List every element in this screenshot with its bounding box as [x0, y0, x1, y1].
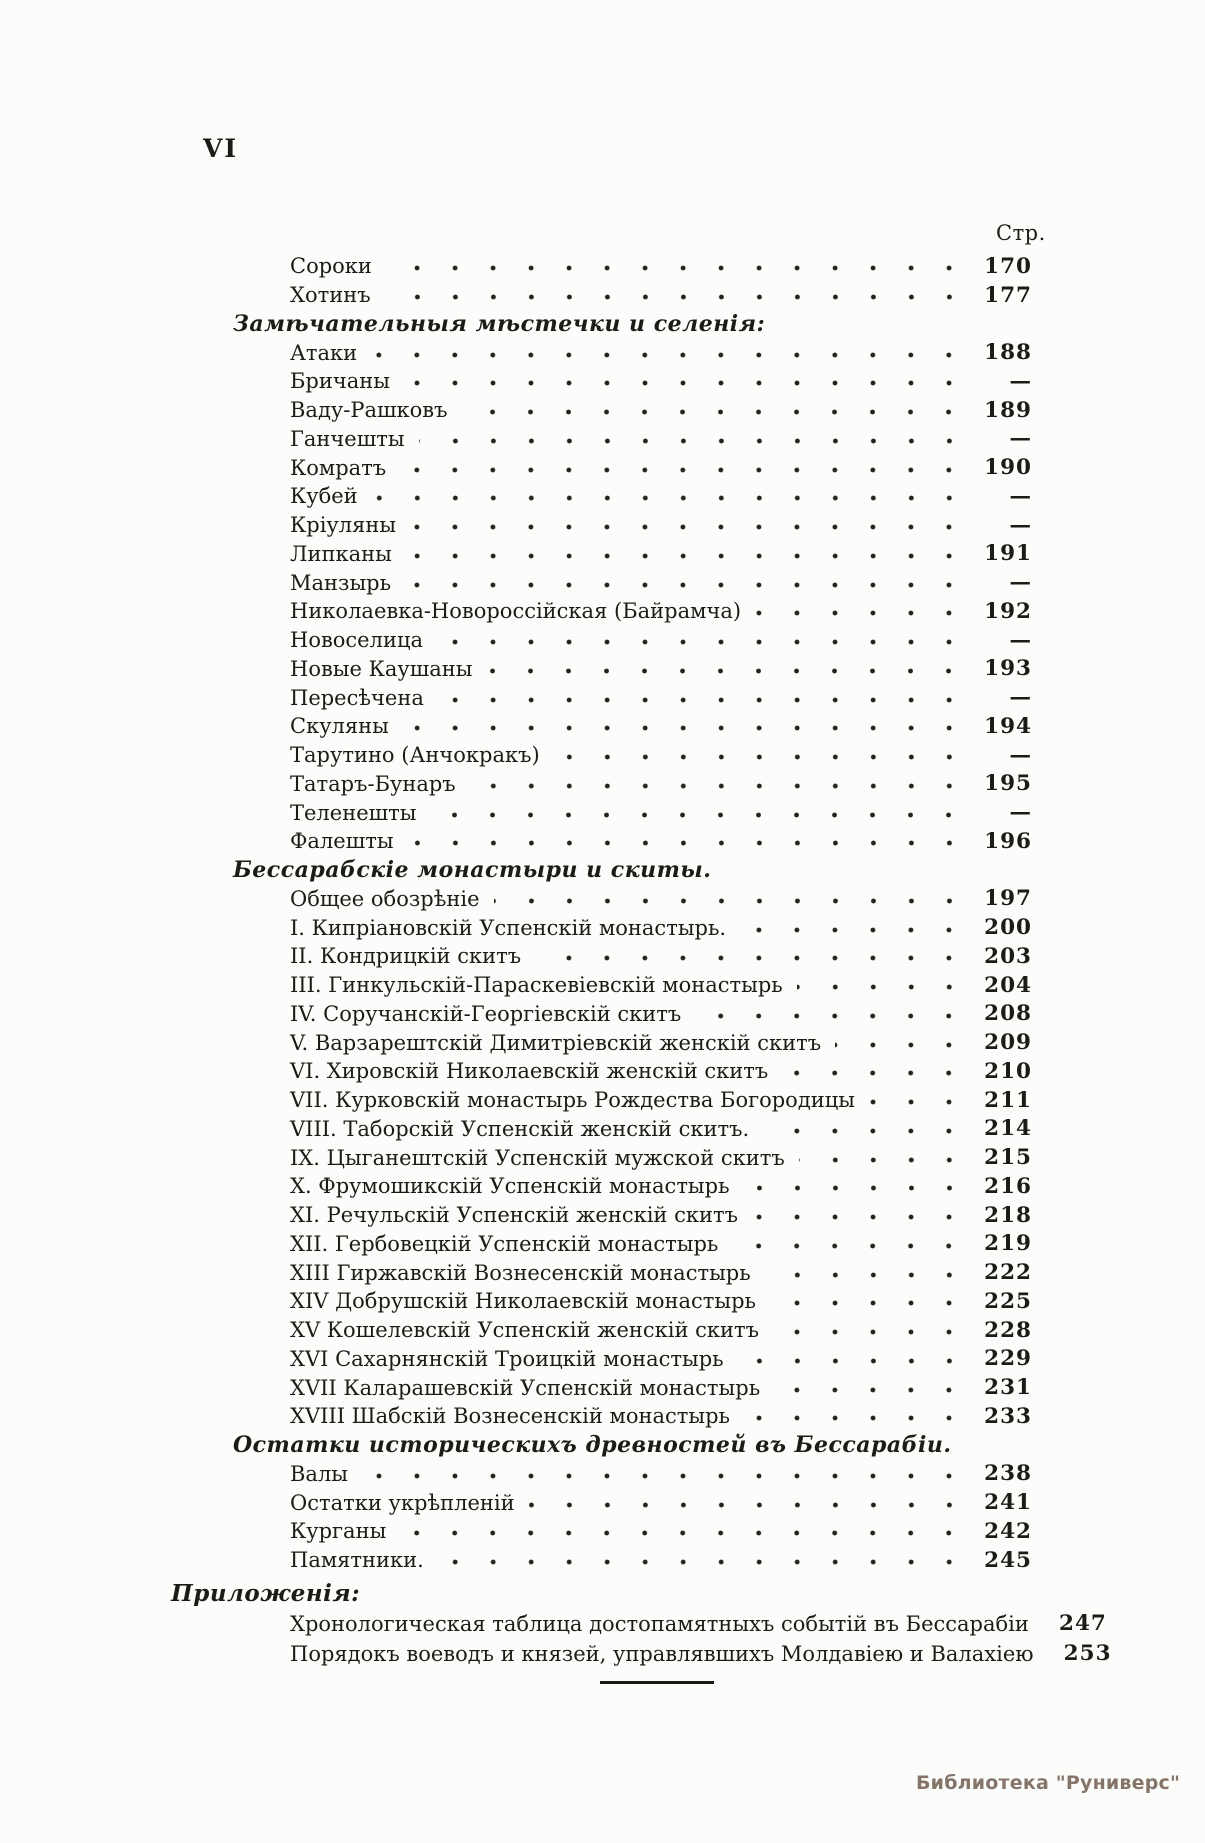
- toc-entry-page: 170: [984, 253, 1032, 279]
- toc-section: [0, 856, 1205, 1431]
- library-watermark: Библиотека "Руниверс": [916, 1772, 1181, 1794]
- toc-entry-page: 222: [984, 1260, 1032, 1286]
- toc-row: [0, 1230, 1205, 1259]
- toc-entry-page: 241: [984, 1490, 1032, 1516]
- toc-section: [0, 1579, 1205, 1669]
- toc-entry-page: 214: [984, 1116, 1032, 1142]
- toc-row: [0, 885, 1205, 914]
- toc-entry-page: 208: [984, 1001, 1032, 1027]
- dot-leader: [535, 952, 968, 964]
- toc-entry-page: —: [1009, 627, 1032, 653]
- toc-entry-page: 193: [984, 656, 1032, 682]
- toc-section-heading: Остатки историческихъ древностей въ Бессарабіи.: [233, 1432, 952, 1459]
- toc-row: [0, 1143, 1205, 1172]
- toc-entry-page: 210: [984, 1058, 1032, 1084]
- toc-entry-label: XVI Сахарнянскій Троицкій монастырь: [290, 1346, 724, 1371]
- dot-leader: [470, 780, 968, 792]
- toc-entry-page: 247: [1058, 1611, 1107, 1636]
- toc-section-heading: Бессарабскіе монастыри и скиты.: [233, 857, 712, 884]
- toc-row: [0, 1402, 1205, 1431]
- toc-entry-label: III. Гинкульскій-Параскевіевскій монастырь: [290, 973, 783, 998]
- toc-entry-label: VI. Хировскій Николаевскій женскій скитъ: [290, 1059, 769, 1084]
- dot-leader: [410, 521, 968, 533]
- toc-entry-page: —: [1009, 426, 1032, 452]
- toc-entry-label: Скуляны: [290, 714, 389, 739]
- toc-entry-label: Татаръ-Бунаръ: [290, 771, 456, 796]
- dot-leader: [430, 809, 968, 821]
- toc-row: [0, 1028, 1205, 1057]
- toc-entry-page: 191: [984, 541, 1032, 567]
- toc-row: [0, 1373, 1205, 1402]
- toc-entry-page: 192: [984, 598, 1032, 624]
- toc: [0, 252, 1205, 1669]
- dot-leader: [529, 1499, 968, 1511]
- toc-entry-label: XV Кошелевскій Успенскій женскій скитъ: [290, 1318, 760, 1343]
- toc-entry-label: Кубей: [290, 484, 358, 509]
- dot-leader: [695, 1010, 968, 1022]
- toc-row: [0, 482, 1205, 511]
- toc-entry-label: Пересѣчена: [290, 685, 424, 710]
- toc-row: [0, 1287, 1205, 1316]
- dot-leader: [494, 895, 968, 907]
- toc-entry-page: 195: [984, 771, 1032, 797]
- toc-section: [0, 310, 1205, 856]
- toc-row: [0, 1000, 1205, 1029]
- toc-row: [0, 1115, 1205, 1144]
- dot-leader: [738, 1355, 968, 1367]
- toc-entry-page: 189: [984, 397, 1032, 423]
- toc-entry-page: —: [1009, 800, 1032, 826]
- toc-entry-label: VIII. Таборскій Успенскій женскій скитъ.: [290, 1116, 750, 1141]
- toc-entry-label: Остатки укрѣпленій: [290, 1490, 515, 1515]
- dot-leader: [773, 1326, 968, 1338]
- toc-row: [0, 712, 1205, 741]
- toc-row: [0, 1609, 1205, 1639]
- dot-leader: [403, 722, 968, 734]
- toc-entry-page: 196: [984, 828, 1032, 854]
- toc-entry-page: 218: [984, 1202, 1032, 1228]
- toc-entry-page: 194: [984, 713, 1032, 739]
- toc-entry-page: 190: [984, 455, 1032, 481]
- toc-entry-page: 238: [984, 1461, 1032, 1487]
- toc-row: [0, 453, 1205, 482]
- toc-section-heading: Замѣчательныя мѣстечки и селенія:: [233, 310, 766, 337]
- toc-row: [0, 252, 1205, 281]
- dot-leader: [752, 1211, 968, 1223]
- toc-entry-label: Ганчешты: [290, 426, 405, 451]
- toc-row: [0, 655, 1205, 684]
- toc-entry-label: I. Кипріановскій Успенскій монастырь.: [290, 915, 727, 940]
- dot-leader: [755, 607, 968, 619]
- toc-row: [0, 971, 1205, 1000]
- toc-row: [0, 425, 1205, 454]
- dot-leader: [371, 349, 968, 361]
- toc-entry-label: XIII Гиржавскій Вознесенскій монастырь: [290, 1260, 751, 1285]
- toc-section: [0, 252, 1205, 310]
- toc-entry-label: Общее обозрѣніе: [290, 886, 480, 911]
- toc-entry-page: 204: [984, 972, 1032, 998]
- toc-row: [0, 396, 1205, 425]
- toc-entry-label: Порядокъ воеводъ и князей, управлявшихъ Молдавіею и Валахіею: [290, 1641, 1034, 1666]
- toc-entry-page: 209: [984, 1030, 1032, 1056]
- toc-entry-label: Ваду-Рашковъ: [290, 398, 448, 423]
- toc-entry-label: VII. Курковскій монастырь Рождества Богородицы: [290, 1088, 855, 1113]
- toc-entry-label: XVII Каларашевскій Успенскій монастырь: [290, 1375, 761, 1400]
- toc-entry-label: Тарутино (Анчокракъ): [290, 743, 540, 768]
- toc-entry-page: 229: [984, 1346, 1032, 1372]
- toc-entry-label: Николаевка-Новороссійская (Байрамча): [290, 599, 742, 624]
- toc-entry-label: Атаки: [290, 340, 358, 365]
- dot-leader: [400, 1527, 968, 1539]
- toc-row: [0, 626, 1205, 655]
- toc-entry-label: X. Фрумошикскій Успенскій монастырь: [290, 1174, 730, 1199]
- dot-leader: [438, 694, 968, 706]
- toc-entry-page: 228: [984, 1317, 1032, 1343]
- dot-leader: [404, 377, 968, 389]
- toc-entry-label: Валы: [290, 1461, 349, 1486]
- toc-entry-label: Курганы: [290, 1519, 387, 1544]
- toc-row: [0, 741, 1205, 770]
- toc-row: [0, 597, 1205, 626]
- dot-leader: [408, 837, 968, 849]
- toc-entry-page: 215: [984, 1145, 1032, 1171]
- dot-leader: [763, 1125, 968, 1137]
- dot-leader: [400, 464, 968, 476]
- toc-entry-label: Памятники.: [290, 1548, 424, 1573]
- toc-entry-page: —: [1009, 685, 1032, 711]
- dot-leader: [770, 1297, 968, 1309]
- dot-leader: [406, 550, 968, 562]
- toc-entry-page: 177: [984, 282, 1032, 308]
- toc-section: [0, 1431, 1205, 1575]
- dot-leader: [461, 406, 968, 418]
- toc-entry-page: —: [1009, 512, 1032, 538]
- toc-entry-page: —: [1009, 368, 1032, 394]
- toc-entry-page: 211: [984, 1087, 1032, 1113]
- dot-leader: [744, 1182, 968, 1194]
- page-column-header: Стр.: [996, 221, 1046, 245]
- toc-row: [0, 1639, 1205, 1669]
- dot-leader: [869, 1096, 968, 1108]
- toc-entry-page: 242: [984, 1518, 1032, 1544]
- dot-leader: [438, 1556, 968, 1568]
- toc-entry-page: 253: [1063, 1641, 1112, 1666]
- dot-leader: [765, 1269, 968, 1281]
- toc-entry-label: XIV Добрушскій Николаевскій монастырь: [290, 1289, 756, 1314]
- dot-leader: [486, 665, 968, 677]
- toc-entry-label: Новые Каушаны: [290, 656, 473, 681]
- dot-leader: [419, 435, 968, 447]
- toc-entry-label: Липканы: [290, 541, 392, 566]
- dot-leader: [797, 981, 968, 993]
- toc-entry-page: 197: [984, 886, 1032, 912]
- toc-entry-page: 245: [984, 1547, 1032, 1573]
- toc-row: [0, 511, 1205, 540]
- toc-row: [0, 1316, 1205, 1345]
- toc-row: [0, 1345, 1205, 1374]
- dot-leader: [732, 1240, 968, 1252]
- toc-entry-label: Теленешты: [290, 800, 417, 825]
- dot-leader: [386, 262, 968, 274]
- dot-leader: [774, 1384, 968, 1396]
- toc-row: [0, 1488, 1205, 1517]
- toc-row: [0, 540, 1205, 569]
- toc-row: [0, 568, 1205, 597]
- toc-entry-label: Хронологическая таблица достопамятныхъ событій въ Бессарабіи: [290, 1611, 1029, 1636]
- toc-entry-label: Кріуляны: [290, 513, 397, 538]
- toc-row: [0, 367, 1205, 396]
- toc-row: [0, 1057, 1205, 1086]
- toc-entry-page: 231: [984, 1375, 1032, 1401]
- toc-entry-page: 219: [984, 1231, 1032, 1257]
- dot-leader: [740, 924, 968, 936]
- toc-row: [0, 1172, 1205, 1201]
- folio-number: VI: [203, 134, 239, 163]
- toc-entry-label: Хотинъ: [290, 283, 371, 308]
- toc-entry-label: II. Кондрицкій скитъ: [290, 944, 522, 969]
- toc-entry-page: 225: [984, 1288, 1032, 1314]
- toc-entry-label: IV. Соручанскій-Георгіевскій скитъ: [290, 1001, 682, 1026]
- toc-row: [0, 338, 1205, 367]
- toc-entry-page: —: [1009, 742, 1032, 768]
- toc-entry-page: 203: [984, 943, 1032, 969]
- toc-entry-page: 188: [984, 340, 1032, 366]
- toc-entry-page: 216: [984, 1173, 1032, 1199]
- toc-row: [0, 1258, 1205, 1287]
- toc-entry-label: XII. Гербовецкій Успенскій монастырь: [290, 1231, 719, 1256]
- toc-entry-label: Комратъ: [290, 455, 387, 480]
- dot-leader: [835, 1039, 968, 1051]
- toc-entry-page: —: [1009, 483, 1032, 509]
- toc-entry-label: IX. Цыганештскій Успенскій мужской скитъ: [290, 1145, 785, 1170]
- toc-entry-page: 233: [984, 1403, 1032, 1429]
- toc-row: [0, 1517, 1205, 1546]
- toc-row: [0, 1086, 1205, 1115]
- toc-row: [0, 1546, 1205, 1575]
- dot-leader: [554, 751, 968, 763]
- toc-entry-page: —: [1009, 570, 1032, 596]
- toc-entry-label: Бричаны: [290, 369, 390, 394]
- dot-leader: [372, 492, 968, 504]
- toc-section-heading: Приложенія:: [171, 1580, 361, 1607]
- toc-entry-label: V. Варзарештскій Димитріевскій женскій скитъ: [290, 1030, 822, 1055]
- toc-row: [0, 1201, 1205, 1230]
- toc-entry-label: Манзырь: [290, 570, 392, 595]
- toc-row: [0, 798, 1205, 827]
- dot-leader: [405, 579, 968, 591]
- toc-entry-label: XI. Речульскій Успенскій женскій скитъ: [290, 1203, 738, 1228]
- toc-entry-label: Фалешты: [290, 829, 394, 854]
- toc-row: [0, 281, 1205, 310]
- dot-leader: [385, 291, 968, 303]
- toc-row: [0, 827, 1205, 856]
- toc-entry-label: XVIII Шабскій Вознесенскій монастырь: [290, 1404, 730, 1429]
- toc-row: [0, 1460, 1205, 1489]
- toc-row: [0, 913, 1205, 942]
- toc-entry-label: Сороки: [290, 254, 372, 279]
- toc-entry-page: 200: [984, 915, 1032, 941]
- toc-row: [0, 683, 1205, 712]
- dot-leader: [437, 636, 968, 648]
- dot-leader: [362, 1470, 968, 1482]
- section-end-rule: [600, 1681, 714, 1684]
- dot-leader: [744, 1412, 968, 1424]
- toc-row: [0, 942, 1205, 971]
- dot-leader: [782, 1067, 968, 1079]
- toc-entry-label: Новоселица: [290, 628, 423, 653]
- dot-leader: [799, 1154, 968, 1166]
- toc-row: [0, 770, 1205, 799]
